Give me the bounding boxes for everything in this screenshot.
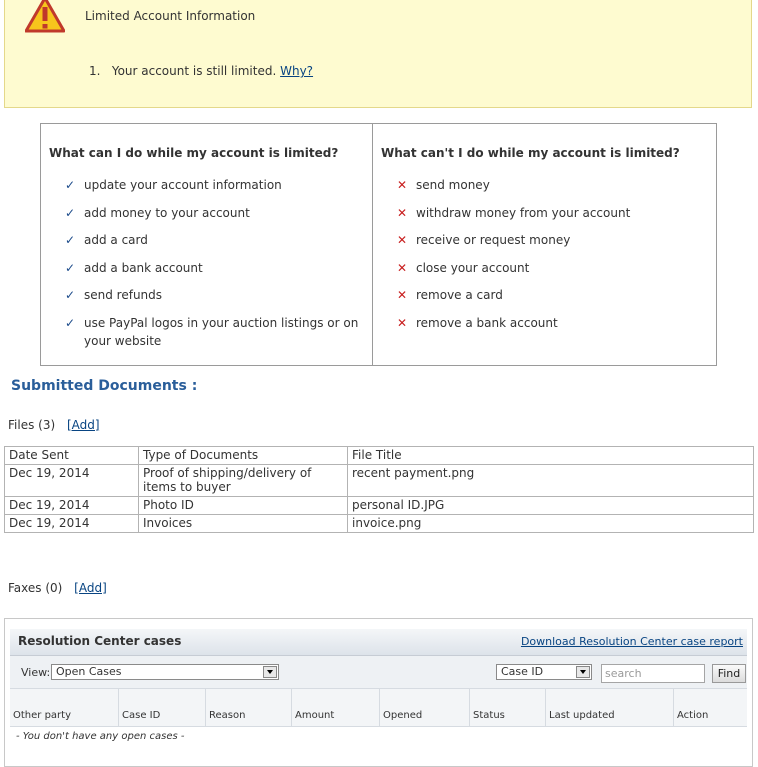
cross-icon: ✕ xyxy=(397,178,408,192)
checkmark-icon: ✓ xyxy=(65,178,76,192)
faxes-row xyxy=(8,581,107,595)
can-do-item: ✓ add a bank account xyxy=(65,260,203,275)
chevron-down-icon[interactable] xyxy=(263,666,277,678)
cross-icon: ✕ xyxy=(397,260,408,275)
banner-item xyxy=(89,64,313,78)
cannot-do-column xyxy=(373,124,717,365)
view-label: View: xyxy=(21,666,51,679)
add-fax-link[interactable]: [Add] xyxy=(74,581,107,595)
file-title-cell: invoice.png xyxy=(348,515,754,533)
file-title-cell: personal ID.JPG xyxy=(348,497,754,515)
column-header: Action xyxy=(677,710,709,721)
can-do-item: ✓ send refunds xyxy=(65,288,163,303)
submitted-documents-heading: Submitted Documents : xyxy=(11,378,198,394)
cross-icon: ✕ xyxy=(397,233,408,248)
column-header: Reason xyxy=(206,689,292,726)
column-header: Case ID xyxy=(119,689,206,726)
case-search-input[interactable]: search xyxy=(601,664,705,683)
checkmark-icon: ✓ xyxy=(65,288,76,303)
chevron-down-icon[interactable] xyxy=(576,666,590,678)
view-select[interactable] xyxy=(51,664,279,680)
add-file-link[interactable]: [Add] xyxy=(66,418,100,432)
column-header: Type of Documents xyxy=(139,447,348,465)
files-label: Files (3) xyxy=(8,418,56,432)
file-title-cell: recent payment.png xyxy=(348,465,754,497)
files-row xyxy=(8,418,100,432)
resolution-filter-bar xyxy=(10,656,747,689)
documents-table xyxy=(4,446,754,533)
cross-icon: ✕ xyxy=(397,315,408,330)
cannot-do-item: ✕ remove a card xyxy=(397,288,503,303)
search-type-select[interactable] xyxy=(496,664,592,680)
column-header: Amount xyxy=(292,689,380,726)
cannot-do-item: ✕ close your account xyxy=(397,260,530,275)
cannot-do-item: ✕ send money xyxy=(397,178,490,192)
document-type-cell: Invoices xyxy=(139,515,348,533)
cases-table-header xyxy=(10,689,747,727)
column-header: Opened xyxy=(380,689,470,726)
banner-item-text: Your account is still limited. xyxy=(111,64,277,78)
column-header: Other party xyxy=(10,689,119,726)
can-do-item: ✓ use PayPal logos in your auction listings or on your website xyxy=(65,315,359,348)
checkmark-icon: ✓ xyxy=(65,233,76,248)
can-do-list xyxy=(65,176,366,360)
table-header-row xyxy=(5,447,754,465)
view-select-value: Open Cases xyxy=(56,665,122,678)
table-row xyxy=(5,497,754,515)
find-button[interactable]: Find xyxy=(712,664,746,683)
cannot-do-item: ✕ withdraw money from your account xyxy=(397,205,631,220)
column-header: Status xyxy=(470,689,546,726)
table-row xyxy=(5,465,754,497)
no-cases-message: - You don't have any open cases - xyxy=(16,731,185,742)
date-sent-cell: Dec 19, 2014 xyxy=(5,465,139,497)
date-sent-cell: Dec 19, 2014 xyxy=(5,497,139,515)
can-do-column xyxy=(41,124,373,365)
download-report-link[interactable]: Download Resolution Center case report xyxy=(520,635,743,648)
cannot-do-title: What can't I do while my account is limited? xyxy=(381,146,680,160)
search-type-value: Case ID xyxy=(501,665,544,678)
column-header: File Title xyxy=(348,447,754,465)
cannot-do-item: ✕ remove a bank account xyxy=(397,315,558,330)
column-header: Last updated xyxy=(546,689,674,726)
banner-title: Limited Account Information xyxy=(85,9,256,23)
table-row xyxy=(5,515,754,533)
date-sent-cell: Dec 19, 2014 xyxy=(5,515,139,533)
column-header: Date Sent xyxy=(5,447,139,465)
can-do-item: ✓ add a card xyxy=(65,233,148,248)
warning-triangle-icon xyxy=(25,0,65,33)
resolution-center-panel xyxy=(4,618,753,767)
banner-item-number: 1. xyxy=(89,64,101,78)
cross-icon: ✕ xyxy=(397,205,408,220)
checkmark-icon: ✓ xyxy=(65,205,76,220)
can-do-item: ✓ add money to your account xyxy=(65,205,250,220)
checkmark-icon: ✓ xyxy=(65,260,76,275)
limited-account-banner xyxy=(4,0,752,108)
why-link[interactable]: Why? xyxy=(280,64,314,78)
can-do-item: ✓ update your account information xyxy=(65,178,282,192)
cannot-do-item: ✕ receive or request money xyxy=(397,233,571,248)
faxes-label: Faxes (0) xyxy=(8,581,63,595)
resolution-center-header xyxy=(10,629,747,656)
document-type-cell: Proof of shipping/delivery of items to buyer xyxy=(139,465,348,497)
resolution-center-title: Resolution Center cases xyxy=(18,634,182,648)
cannot-do-list xyxy=(397,176,711,342)
checkmark-icon: ✓ xyxy=(65,315,76,330)
document-type-cell: Photo ID xyxy=(139,497,348,515)
can-do-title: What can I do while my account is limited? xyxy=(49,146,339,160)
cross-icon: ✕ xyxy=(397,288,408,303)
limitations-box xyxy=(40,123,717,366)
